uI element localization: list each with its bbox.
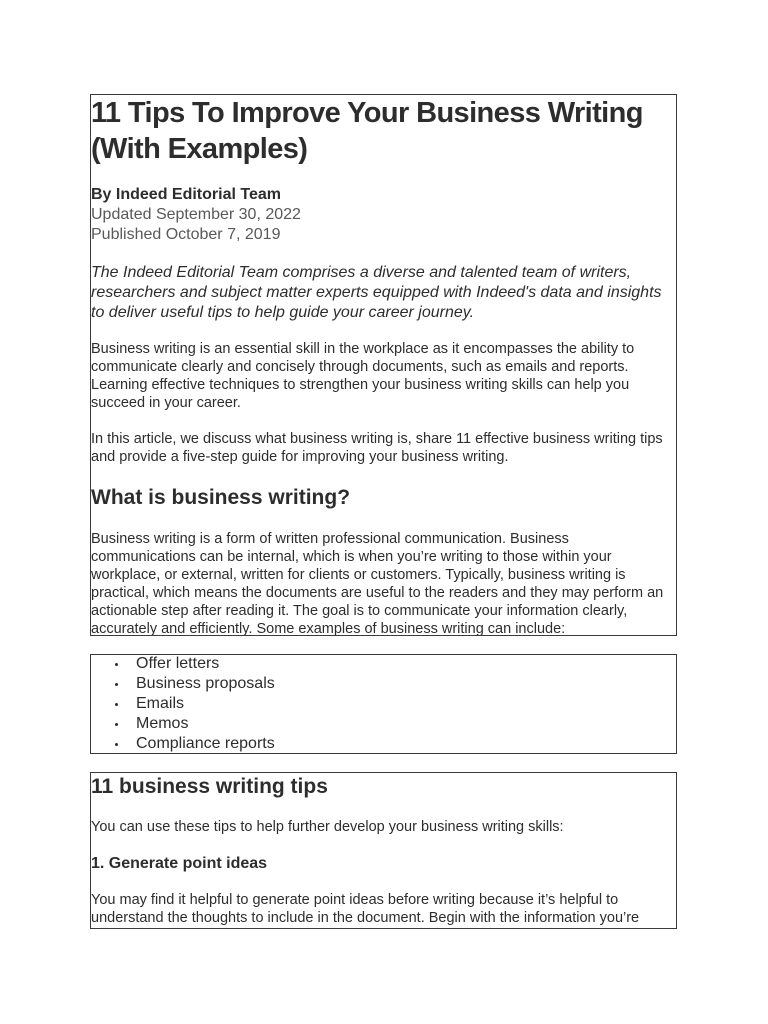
section-body: You can use these tips to help further develop your business writing skills: [91, 819, 564, 835]
author-byline: By Indeed Editorial Team [91, 186, 281, 203]
overview-paragraph: In this article, we discuss what business writing is, share 11 effective business writing tips and provide a five-step guide for improving your business writing. [91, 431, 663, 465]
section-body: Business writing is a form of written professional communication. Business communications can be internal, which is when you’re writing to those within your workplace, or external, written for clients or customers. Typically, business writing is practical, which means the documents are useful to the readers and they may perform an actionable step after reading it. The goal is to communicate your information clearly, accurately and efficiently. Some examples of business writing can include: [91, 531, 664, 636]
examples-list [91, 654, 676, 754]
examples-list-box [90, 654, 677, 754]
article-box [90, 94, 677, 636]
intro-paragraph: Business writing is an essential skill in the workplace as it encompasses the ability to communicate clearly and concisely through documents, such as emails and reports. Learning effective techniques to strengthen your business writing skills can help you succeed in your career. [91, 341, 635, 411]
list-item: Compliance reports [91, 734, 676, 754]
editorial-intro: The Indeed Editorial Team comprises a diverse and talented team of writers, researchers and subject matter experts equipped with Indeed's data and insights to deliver useful tips to help guide your career journey. [91, 264, 662, 321]
tip-heading: 1. Generate point ideas [91, 855, 268, 872]
list-item: Business proposals [91, 674, 676, 694]
article-title: 11 Tips To Improve Your Business Writing (With Examples) [91, 97, 643, 165]
section-heading: What is business writing? [91, 486, 351, 509]
tips-box [90, 772, 677, 929]
published-date: Published October 7, 2019 [91, 226, 281, 243]
section-heading: 11 business writing tips [91, 775, 328, 798]
list-item: Emails [91, 694, 676, 714]
list-item: Memos [91, 714, 676, 734]
list-item: Offer letters [91, 654, 676, 674]
tip-body: You may find it helpful to generate point ideas before writing because it’s helpful to understand the thoughts to include in the document. Begin with the information you’re [91, 892, 640, 926]
updated-date: Updated September 30, 2022 [91, 206, 301, 223]
